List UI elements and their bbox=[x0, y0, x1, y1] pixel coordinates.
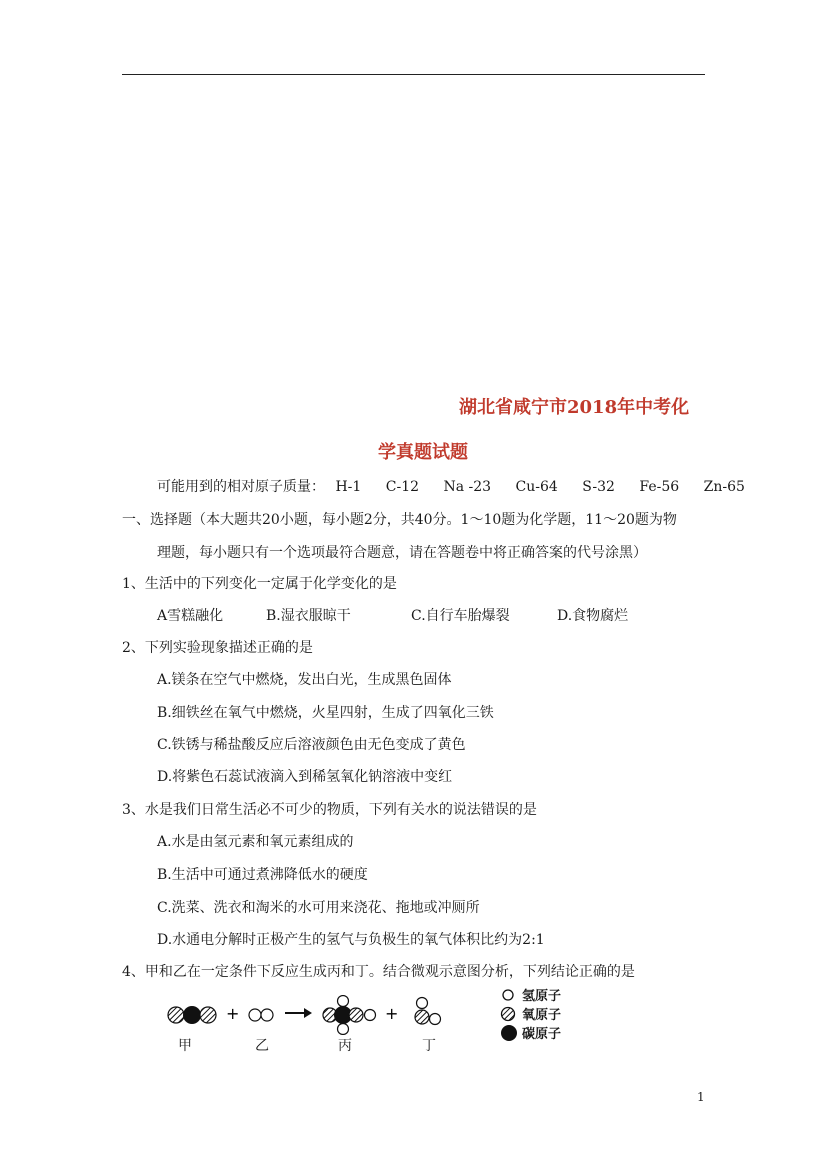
label-jia: 甲 bbox=[178, 1038, 192, 1054]
title-line-1: 湖北省咸宁市2018年中考化 bbox=[459, 397, 690, 418]
oxygen-atom-icon bbox=[500, 1006, 516, 1022]
hydrogen-atom-icon bbox=[500, 987, 516, 1003]
q1-option-a: A雪糕融化 bbox=[157, 608, 224, 624]
molecule-ding bbox=[415, 998, 441, 1025]
mass-item: Zn-65 bbox=[703, 479, 745, 495]
page-number: 1 bbox=[697, 1090, 705, 1104]
relative-masses-label: 可能用到的相对原子质量： bbox=[157, 479, 325, 495]
molecule-bing bbox=[323, 996, 376, 1035]
legend-hydrogen bbox=[500, 985, 620, 1004]
q3-option-c: C.洗菜、洗衣和淘米的水可用来浇花、拖地或冲厕所 bbox=[157, 900, 480, 916]
question-2-stem: 2、下列实验现象描述正确的是 bbox=[122, 640, 313, 656]
diagram-legend bbox=[500, 985, 620, 1042]
section-heading: 一、选择题（本大题共20小题，每小题2分，共40分。1～10题为化学题，11～20题为物 bbox=[122, 512, 677, 528]
plus-sign-1: + bbox=[226, 1004, 240, 1023]
mass-item: S-32 bbox=[582, 479, 615, 495]
title-line-2: 学真题试题 bbox=[378, 442, 468, 463]
q1-option-c: C.自行车胎爆裂 bbox=[411, 608, 510, 624]
reaction-diagram bbox=[160, 995, 500, 1035]
q1-option-d: D.食物腐烂 bbox=[557, 608, 629, 624]
plus-sign-2: + bbox=[385, 1004, 399, 1023]
label-ding: 丁 bbox=[422, 1038, 436, 1054]
mass-item: H-1 bbox=[335, 479, 362, 495]
molecule-jia bbox=[168, 1006, 216, 1024]
q3-option-b: B.生活中可通过煮沸降低水的硬度 bbox=[157, 867, 368, 883]
question-3-stem: 3、水是我们日常生活必不可少的物质，下列有关水的说法错误的是 bbox=[122, 802, 537, 818]
q2-option-d: D.将紫色石蕊试液滴入到稀氢氧化钠溶液中变红 bbox=[157, 769, 453, 785]
question-1-stem: 1、生活中的下列变化一定属于化学变化的是 bbox=[122, 576, 397, 592]
section-heading-cont: 理题，每小题只有一个选项最符合题意，请在答题卷中将正确答案的代号涂黑） bbox=[157, 545, 647, 561]
legend-hydrogen-label: 氢原子 bbox=[522, 989, 562, 1004]
mass-item: Cu-64 bbox=[515, 479, 558, 495]
q2-option-c: C.铁锈与稀盐酸反应后溶液颜色由无色变成了黄色 bbox=[157, 737, 466, 753]
mass-item: Na -23 bbox=[443, 479, 492, 495]
carbon-atom-icon bbox=[500, 1025, 518, 1043]
label-bing: 丙 bbox=[338, 1038, 352, 1054]
question-4-stem: 4、甲和乙在一定条件下反应生成丙和丁。结合微观示意图分析，下列结论正确的是 bbox=[122, 964, 635, 980]
mass-item: C-12 bbox=[385, 479, 420, 495]
legend-oxygen-label: 氧原子 bbox=[522, 1008, 562, 1023]
header-rule bbox=[122, 74, 705, 75]
q3-option-a: A.水是由氢元素和氧元素组成的 bbox=[157, 834, 354, 850]
reaction-arrow-icon bbox=[285, 1008, 312, 1018]
legend-oxygen bbox=[500, 1004, 620, 1023]
q2-option-b: B.细铁丝在氧气中燃烧，火星四射，生成了四氧化三铁 bbox=[157, 705, 494, 721]
label-yi: 乙 bbox=[255, 1038, 269, 1054]
mass-item: Fe-56 bbox=[639, 479, 680, 495]
legend-carbon bbox=[500, 1023, 620, 1042]
q1-option-b: B.湿衣服晾干 bbox=[266, 608, 351, 624]
molecule-yi bbox=[249, 1009, 273, 1021]
relative-masses bbox=[157, 477, 745, 497]
q2-option-a: A.镁条在空气中燃烧，发出白光，生成黑色固体 bbox=[157, 672, 452, 688]
legend-carbon-label: 碳原子 bbox=[522, 1027, 562, 1042]
q3-option-d: D.水通电分解时正极产生的氢气与负极生的氧气体积比约为2:1 bbox=[157, 932, 545, 948]
